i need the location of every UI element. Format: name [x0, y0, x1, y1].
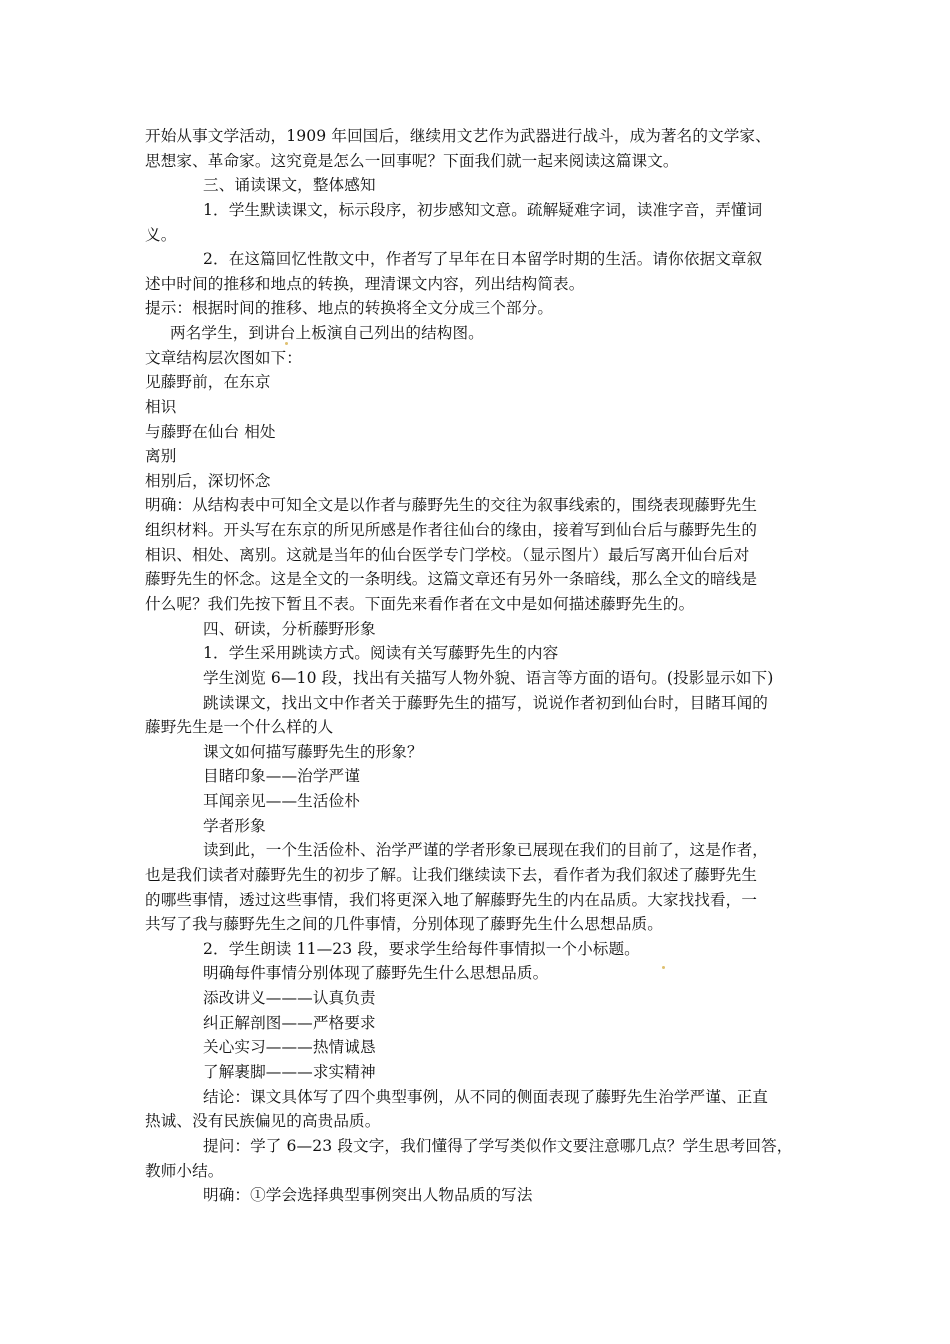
text-line: 也是我们读者对藤野先生的初步了解。让我们继续读下去，看作者为我们叙述了藤野先生 [145, 865, 758, 884]
text-line: 了解裹脚———求实精神 [203, 1062, 376, 1081]
text-line: 结论：课文具体写了四个典型事例，从不同的侧面表现了藤野先生治学严谨、正直 [203, 1087, 768, 1106]
text-line: 明确：①学会选择典型事例突出人物品质的写法 [203, 1186, 533, 1205]
text-line: 什么呢？我们先按下暂且不表。下面先来看作者在文中是如何描述藤野先生的。 [145, 595, 695, 613]
text-line: 耳闻亲见——生活俭朴 [203, 792, 360, 810]
text-line: 与藤野在仙台 相处 [145, 422, 276, 441]
text-line: 思想家、革命家。这究竟是怎么一回事呢？下面我们就一起来阅读这篇课文。 [145, 151, 679, 170]
text-line: 义。 [145, 225, 177, 244]
text-line: 离别 [145, 447, 177, 466]
text-line: 见藤野前，在东京 [145, 373, 271, 392]
text-line: 2．学生朗读 11—23 段，要求学生给每件事情拟一个小标题。 [203, 939, 640, 958]
text-line: 三、诵读课文，整体感知 [203, 176, 376, 195]
text-line: 相别后，深切怀念 [145, 471, 271, 490]
text-line: 相识 [145, 397, 177, 416]
text-line: 提示：根据时间的推移、地点的转换将全文分成三个部分。 [145, 299, 554, 318]
text-line: 四、研读，分析藤野形象 [203, 619, 376, 638]
text-line: 开始从事文学活动，1909 年回国后，继续用文艺作为武器进行战斗，成为著名的文学家、 [145, 127, 771, 145]
text-line: 教师小结。 [145, 1161, 224, 1180]
decorative-dot [285, 342, 288, 345]
text-line: 藤野先生是一个什么样的人 [145, 718, 334, 737]
text-line: 文章结构层次图如下： [145, 348, 302, 367]
text-line: 藤野先生的怀念。这是全文的一条明线。这篇文章还有另外一条暗线，那么全文的暗线是 [145, 570, 758, 589]
text-line: 学者形象 [203, 816, 266, 835]
text-line: 纠正解剖图——严格要求 [203, 1013, 376, 1032]
text-line: 2．在这篇回忆性散文中，作者写了早年在日本留学时期的生活。请你依据文章叙 [203, 250, 763, 269]
text-line: 关心实习———热情诚恳 [203, 1038, 376, 1057]
text-line: 目睹印象——治学严谨 [203, 767, 360, 786]
text-line: 提问：学了 6—23 段文字，我们懂得了学写类似作文要注意哪几点？学生思考回答， [203, 1136, 793, 1155]
text-line: 明确：从结构表中可知全文是以作者与藤野先生的交往为叙事线索的，围绕表现藤野先生 [145, 496, 758, 515]
text-line: 1．学生采用跳读方式。阅读有关写藤野先生的内容 [203, 644, 559, 663]
text-line: 课文如何描写藤野先生的形象？ [203, 742, 423, 761]
text-line: 的哪些事情，透过这些事情，我们将更深入地了解藤野先生的内在品质。大家找找看，一 [145, 890, 758, 909]
text-line: 相识、相处、离别。这就是当年的仙台医学专门学校。（显示图片）最后写离开仙台后对 [145, 545, 750, 564]
text-line: 共写了我与藤野先生之间的几件事情，分别体现了藤野先生什么思想品质。 [145, 915, 663, 934]
decorative-dot [662, 966, 665, 969]
text-line: 两名学生，到讲台上板演自己列出的结构图。 [170, 324, 484, 342]
text-line: 组织材料。开头写在东京的所见所感是作者往仙台的缘由，接着写到仙台后与藤野先生的 [145, 521, 758, 540]
text-line: 明确每件事情分别体现了藤野先生什么思想品质。 [203, 964, 549, 983]
text-line: 读到此，一个生活俭朴、治学严谨的学者形象已展现在我们的目前了，这是作者， [203, 841, 768, 860]
text-line: 热诚、没有民族偏见的高贵品质。 [145, 1112, 381, 1131]
text-line: 1．学生默读课文，标示段序，初步感知文意。疏解疑难字词，读准字音，弄懂词 [203, 200, 763, 219]
text-line: 述中时间的推移和地点的转换，理清课文内容，列出结构简表。 [145, 274, 585, 293]
text-line: 跳读课文，找出文中作者关于藤野先生的描写，说说作者初到仙台时，目睹耳闻的 [203, 693, 768, 712]
text-line: 添改讲义———认真负责 [203, 989, 376, 1007]
text-line: 学生浏览 6—10 段，找出有关描写人物外貌、语言等方面的语句。(投影显示如下) [203, 668, 774, 687]
